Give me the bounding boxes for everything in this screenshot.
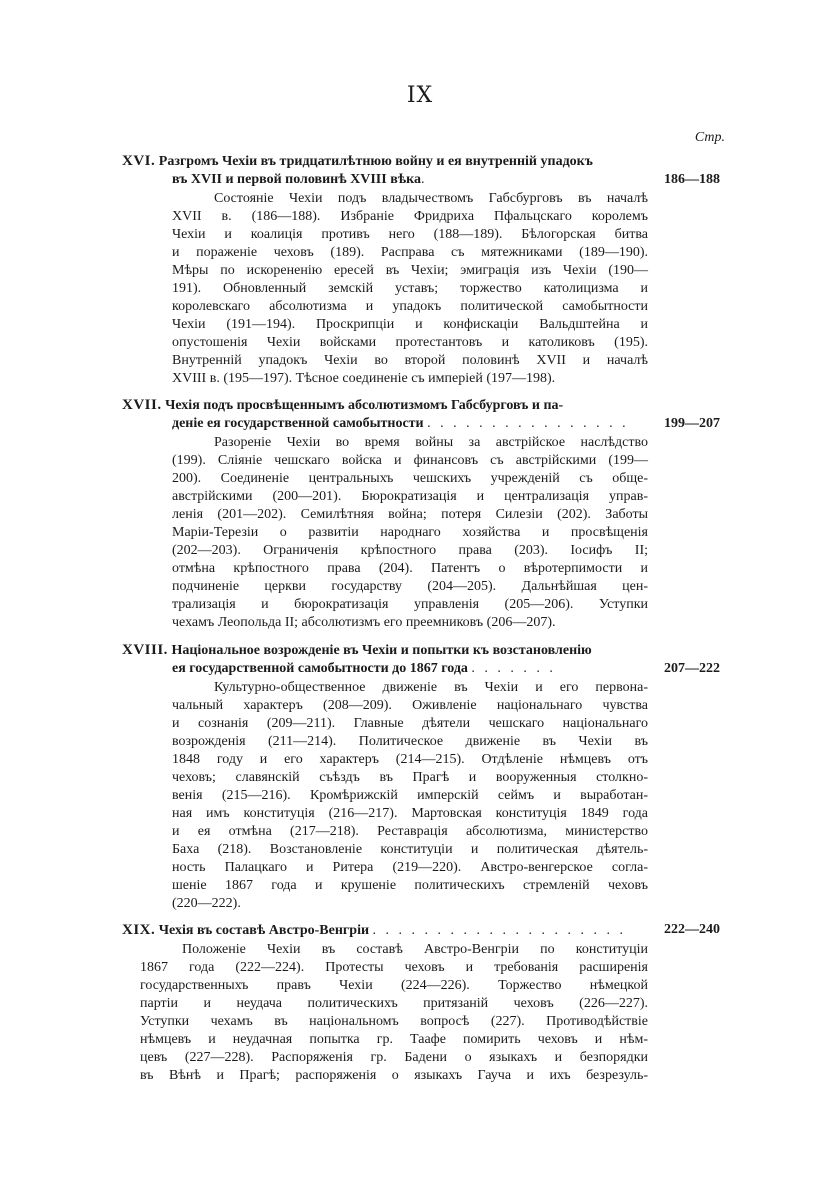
entry-title: въ XVII и первой половинѣ XVIII вѣка bbox=[172, 172, 422, 187]
entry-title-line bbox=[122, 641, 720, 660]
entry-title: деніе ея государственной самобытности bbox=[172, 416, 424, 431]
entry-pages: 207—222 bbox=[664, 661, 720, 676]
toc-entry-xix bbox=[122, 921, 720, 1085]
entry-title-line: деніе ея государственной самобытности . . . . . . . . . . . . . . . . 199—207 bbox=[172, 416, 720, 431]
entry-description: Состояніе Чехіи подъ владычествомъ Габсбурговъ въ началѣ XVII в. (186—188). Избраніе Фридриха Пфальцскаго королемъ Чехіи и коалиція противъ него (188—189). Бѣлогорская битва и пораженіе чеховъ (189). Расправа съ мятежниками (189—190). Мѣры по искорененію ересей въ Чехіи; эмиграція изъ Чехіи (190— 191). Обновленный земскій уставъ; торжество католицизма и королевскаго абсолютизма и упадокъ политической самобытности Чехіи (191—194). Проскрипціи и конфискаціи Вальдштейна и опустошенія Чехіи войсками протестантовъ и католиковъ (195). Внутренній упадокъ Чехіи во второй половинѣ XVII и началѣ XVIII в. (195—197). Тѣсное соединеніе съ имперіей (197—198). bbox=[172, 191, 648, 386]
toc-entry-xviii bbox=[122, 641, 720, 913]
entry-pages: 222—240 bbox=[664, 922, 720, 937]
entry-title-line: ея государственной самобытности до 1867 года . . . . . . . 207—222 bbox=[172, 661, 720, 676]
entry-pages: 186—188 bbox=[664, 172, 720, 187]
entry-description: Разореніе Чехіи во время войны за австрійское наслѣдство (199). Сліяніе чешскаго войска и финансовъ съ австрійскими (199— 200). Соединеніе центральныхъ чешскихъ учрежденій съ обще- австрійскими (200—201). Бюрократизація и централизація управ- ленія (201—202). Семилѣтняя война; потеря Силезіи (202). Заботы Маріи-Терезіи о развитіи народнаго хозяйства и просвѣщенія (202—203). Ограниченія крѣпостного права (203). Іосифъ II; отмѣна крѣпостного права (204). Патентъ о вѣротерпимости и подчиненіе церкви государству (204—205). Дальнѣйшая цен- трализація и бюрократизація управленія (205—206). Уступки чехамъ Леопольда II; абсолютизмъ его преемниковъ (206—207). bbox=[172, 435, 648, 630]
page-number: IX bbox=[406, 83, 434, 108]
toc-entry-xvi bbox=[122, 152, 720, 388]
entry-title: Разгромъ Чехіи въ тридцатилѣтнюю войну и ея внутренній упадокъ bbox=[158, 154, 593, 169]
entry-title: Національное возрожденіе въ Чехіи и попытки къ возстановленію bbox=[171, 643, 592, 658]
entry-title-line: въ XVII и первой половинѣ XVIII вѣка. 186—188 bbox=[172, 172, 720, 187]
entry-numeral: XIX. bbox=[122, 922, 156, 938]
entry-title: ея государственной самобытности до 1867 года bbox=[172, 661, 468, 676]
toc-entry-xvii bbox=[122, 396, 720, 632]
entry-numeral: XVI. bbox=[122, 153, 156, 169]
pages-column-header: Стр. bbox=[694, 130, 725, 145]
entry-pages: 199—207 bbox=[664, 416, 720, 431]
entry-title: Чехія подъ просвѣщеннымъ абсолютизмомъ Габсбурговъ и па- bbox=[165, 398, 564, 413]
entry-description: Положеніе Чехіи въ составѣ Австро-Венгріи по конституціи 1867 года (222—224). Протесты чеховъ и требованія расширенія государственныхъ правъ Чехіи (224—226). Торжество нѣмецкой партіи и неудача политическихъ притязаній чеховъ (226—227). Уступки чехамъ въ національномъ вопросѣ (227). Противодѣйствіе нѣмцевъ и неудачная попытка гр. Таафе помирить чеховъ и нѣм- цевъ (227—228). Распоряженія гр. Бадени о языкахъ и безпорядки въ Вѣнѣ и Прагѣ; распоряженія о языкахъ Гауча и ихъ безрезуль- bbox=[140, 942, 648, 1083]
entry-numeral: XVIII. bbox=[122, 642, 168, 658]
entry-title: Чехія въ составѣ Австро-Венгріи bbox=[158, 923, 370, 938]
entry-title-line bbox=[122, 152, 720, 171]
entry-numeral: XVII. bbox=[122, 397, 162, 413]
entry-description: Культурно-общественное движеніе въ Чехіи и его первона- чальный характеръ (208—209). Оживленіе національнаго чувства и сознанія (209—211). Главные дѣятели чешскаго національнаго возрожденія (211—214). Политическое движеніе въ Чехіи въ 1848 году и его характеръ (214—215). Отдѣленіе нѣмцевъ отъ чеховъ; славянскій съѣздъ въ Прагѣ и вооруженныя столкно- венія (215—216). Кромѣрижскій имперскій сеймъ и выработан- ная имъ конституція (216—217). Мартовская конституція 1849 года и ея отмѣна (217—218). Реставрація абсолютизма, министерство Баха (218). Возстановленіе конституціи и политическая дѣятель- ность Палацкаго и Ритера (219—220). Австро-венгерское согла- шеніе 1867 года и крушеніе политическихъ стремленій чеховъ (220—222). bbox=[172, 680, 648, 911]
entry-title-line bbox=[122, 396, 720, 415]
entry-title-line: XIX. Чехія въ составѣ Австро-Венгріи . . . . . . . . . . . . . . . . . . . . 222—240 bbox=[122, 922, 720, 938]
